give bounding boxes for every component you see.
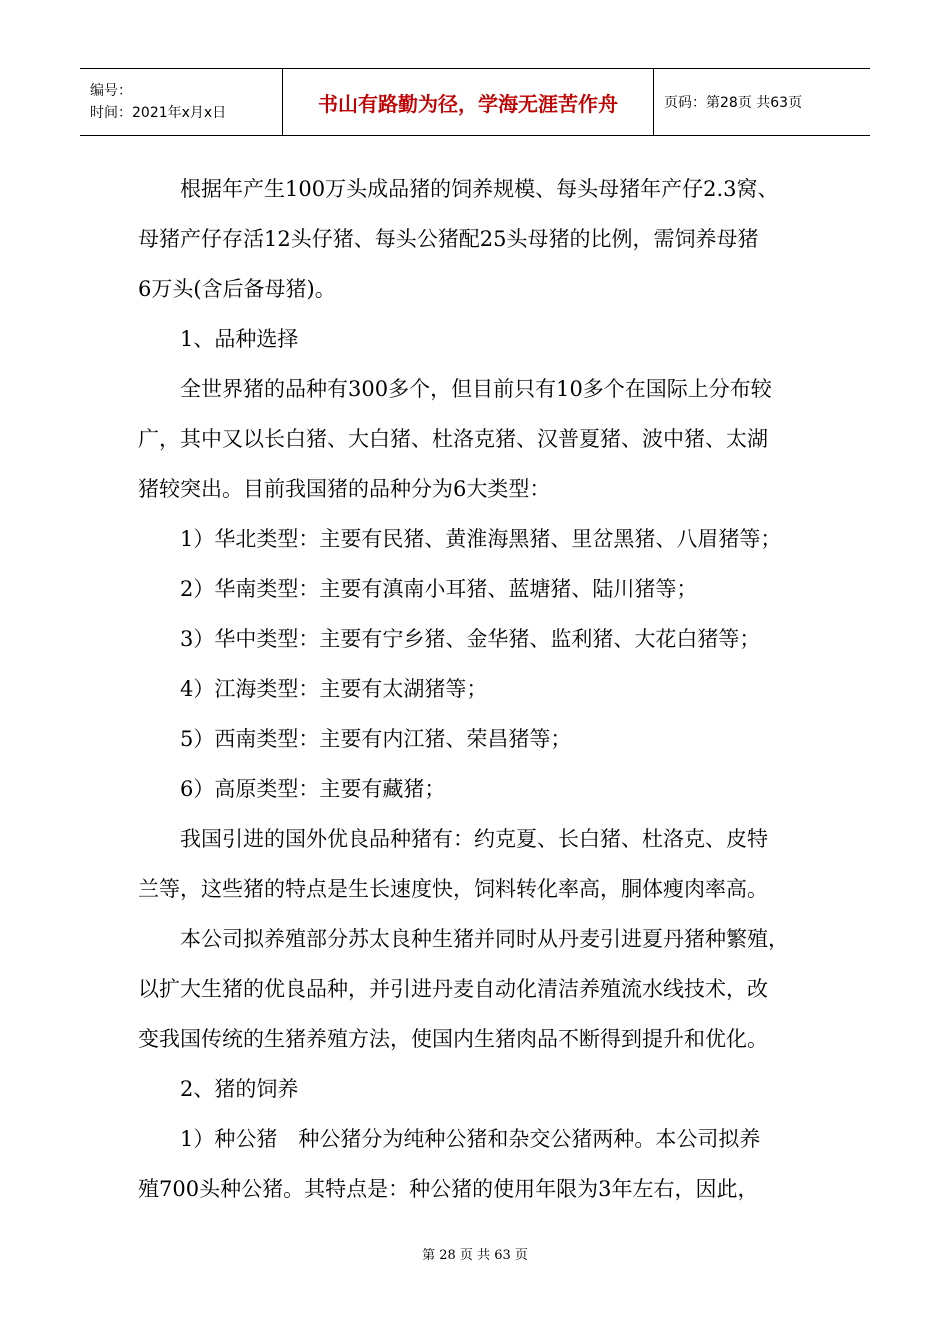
body-line: 本公司拟养殖部分苏太良种生猪并同时从丹麦引进夏丹猪种繁殖，	[180, 927, 789, 951]
document-body	[138, 164, 828, 1214]
header-page-code-cell	[654, 69, 870, 135]
list-item: 1）华北类型：主要有民猪、黄淮海黑猪、里岔黑猪、八眉猪等；	[180, 527, 782, 551]
body-line: 6万头(含后备母猪)。	[138, 277, 336, 301]
list-item: 3）华中类型：主要有宁乡猪、金华猪、监利猪、大花白猪等；	[180, 627, 761, 651]
page-footer: 第 28 页 共 63 页	[422, 1248, 528, 1263]
header-motto-cell	[282, 69, 654, 135]
body-line: 猪较突出。目前我国猪的品种分为6大类型：	[138, 477, 551, 501]
body-line: 根据年产生100万头成品猪的饲养规模、每头母猪年产仔2.3窝、	[180, 177, 779, 201]
body-line: 变我国传统的生猪养殖方法，使国内生猪肉品不断得到提升和优化。	[138, 1027, 768, 1051]
serial-label: 编号：	[90, 83, 132, 99]
body-line: 殖700头种公猪。其特点是：种公猪的使用年限为3年左右，因此，	[138, 1177, 759, 1201]
section-heading: 1、品种选择	[180, 327, 299, 351]
document-header	[80, 68, 870, 136]
list-item: 6）高原类型：主要有藏猪；	[180, 777, 446, 801]
body-line: 广，其中又以长白猪、大白猪、杜洛克猪、汉普夏猪、波中猪、太湖	[138, 427, 768, 451]
body-line: 以扩大生猪的优良品种，并引进丹麦自动化清洁养殖流水线技术，改	[138, 977, 768, 1001]
header-left-cell	[80, 69, 282, 135]
body-line: 母猪产仔存活12头仔猪、每头公猪配25头母猪的比例，需饲养母猪	[138, 227, 759, 251]
list-item: 5）西南类型：主要有内江猪、荣昌猪等；	[180, 727, 572, 751]
body-line: 1）种公猪 种公猪分为纯种公猪和杂交公猪两种。本公司拟养	[180, 1127, 761, 1151]
page-code: 页码：第28页 共63页	[664, 95, 803, 111]
list-item: 2）华南类型：主要有滇南小耳猪、蓝塘猪、陆川猪等；	[180, 577, 698, 601]
body-line: 兰等，这些猪的特点是生长速度快，饲料转化率高，胴体瘦肉率高。	[138, 877, 768, 901]
header-motto: 书山有路勤为径，学海无涯苦作舟	[318, 91, 618, 116]
body-line: 全世界猪的品种有300多个，但目前只有10多个在国际上分布较	[180, 377, 772, 401]
body-line: 我国引进的国外优良品种猪有：约克夏、长白猪、杜洛克、皮特	[180, 827, 768, 851]
date-line: 时间：2021年x月x日	[90, 105, 227, 121]
list-item: 4）江海类型：主要有太湖猪等；	[180, 677, 488, 701]
section-heading: 2、猪的饲养	[180, 1077, 299, 1101]
